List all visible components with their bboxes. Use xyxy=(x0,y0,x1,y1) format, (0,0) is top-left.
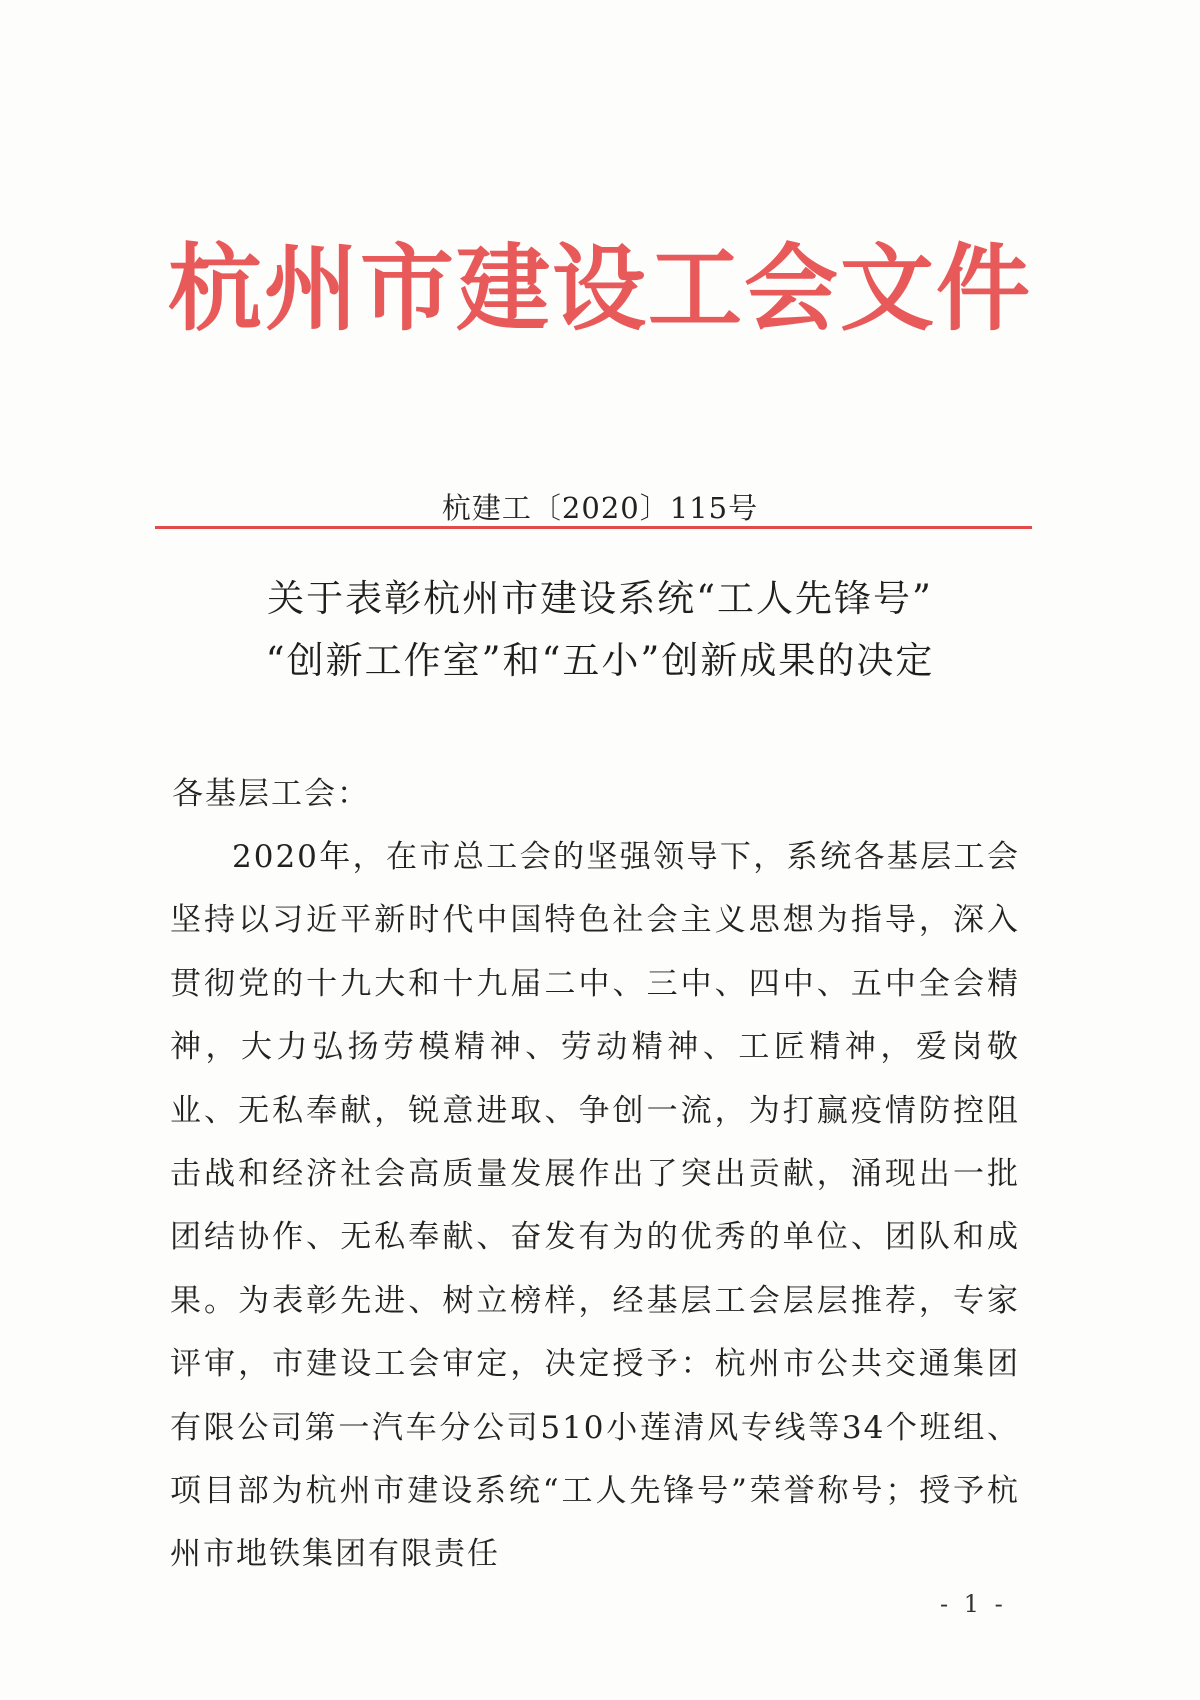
decision-title-line-2: “创新工作室”和“五小”创新成果的决定 xyxy=(265,639,935,682)
body-paragraph: 2020年，在市总工会的坚强领导下，系统各基层工会坚持以习近平新时代中国特色社会主义思想为指导，深入贯彻党的十九大和十九届二中、三中、四中、五中全会精神，大力弘扬劳模精神、劳动精神、工匠精神，爱岗敬业、无私奉献，锐意进取、争创一流，为打赢疫情防控阻击战和经济社会高质量发展作出了突出贡献，涌现出一批团结协作、无私奉献、奋发有为的优秀的单位、团队和成果。为表彰先进、树立榜样，经基层工会层层推荐，专家评审，市建设工会审定，决定授予：杭州市公共交通集团有限公司第一汽车分公司510小莲清风专线等34个班组、项目部为杭州市建设系统“工人先锋号”荣誉称号；授予杭州市地铁集团有限责任 xyxy=(170,839,1020,1573)
decision-title-line-1: 关于表彰杭州市建设系统“工人先锋号” xyxy=(267,577,933,620)
document-header-title: 杭州市建设工会文件 xyxy=(167,234,1032,344)
document-number: 杭建工〔2020〕115号 xyxy=(441,491,759,525)
page-number: - 1 - xyxy=(940,1590,1007,1618)
salutation: 各基层工会： xyxy=(172,776,370,812)
decision-title xyxy=(0,568,1200,692)
header-divider xyxy=(155,526,1032,529)
